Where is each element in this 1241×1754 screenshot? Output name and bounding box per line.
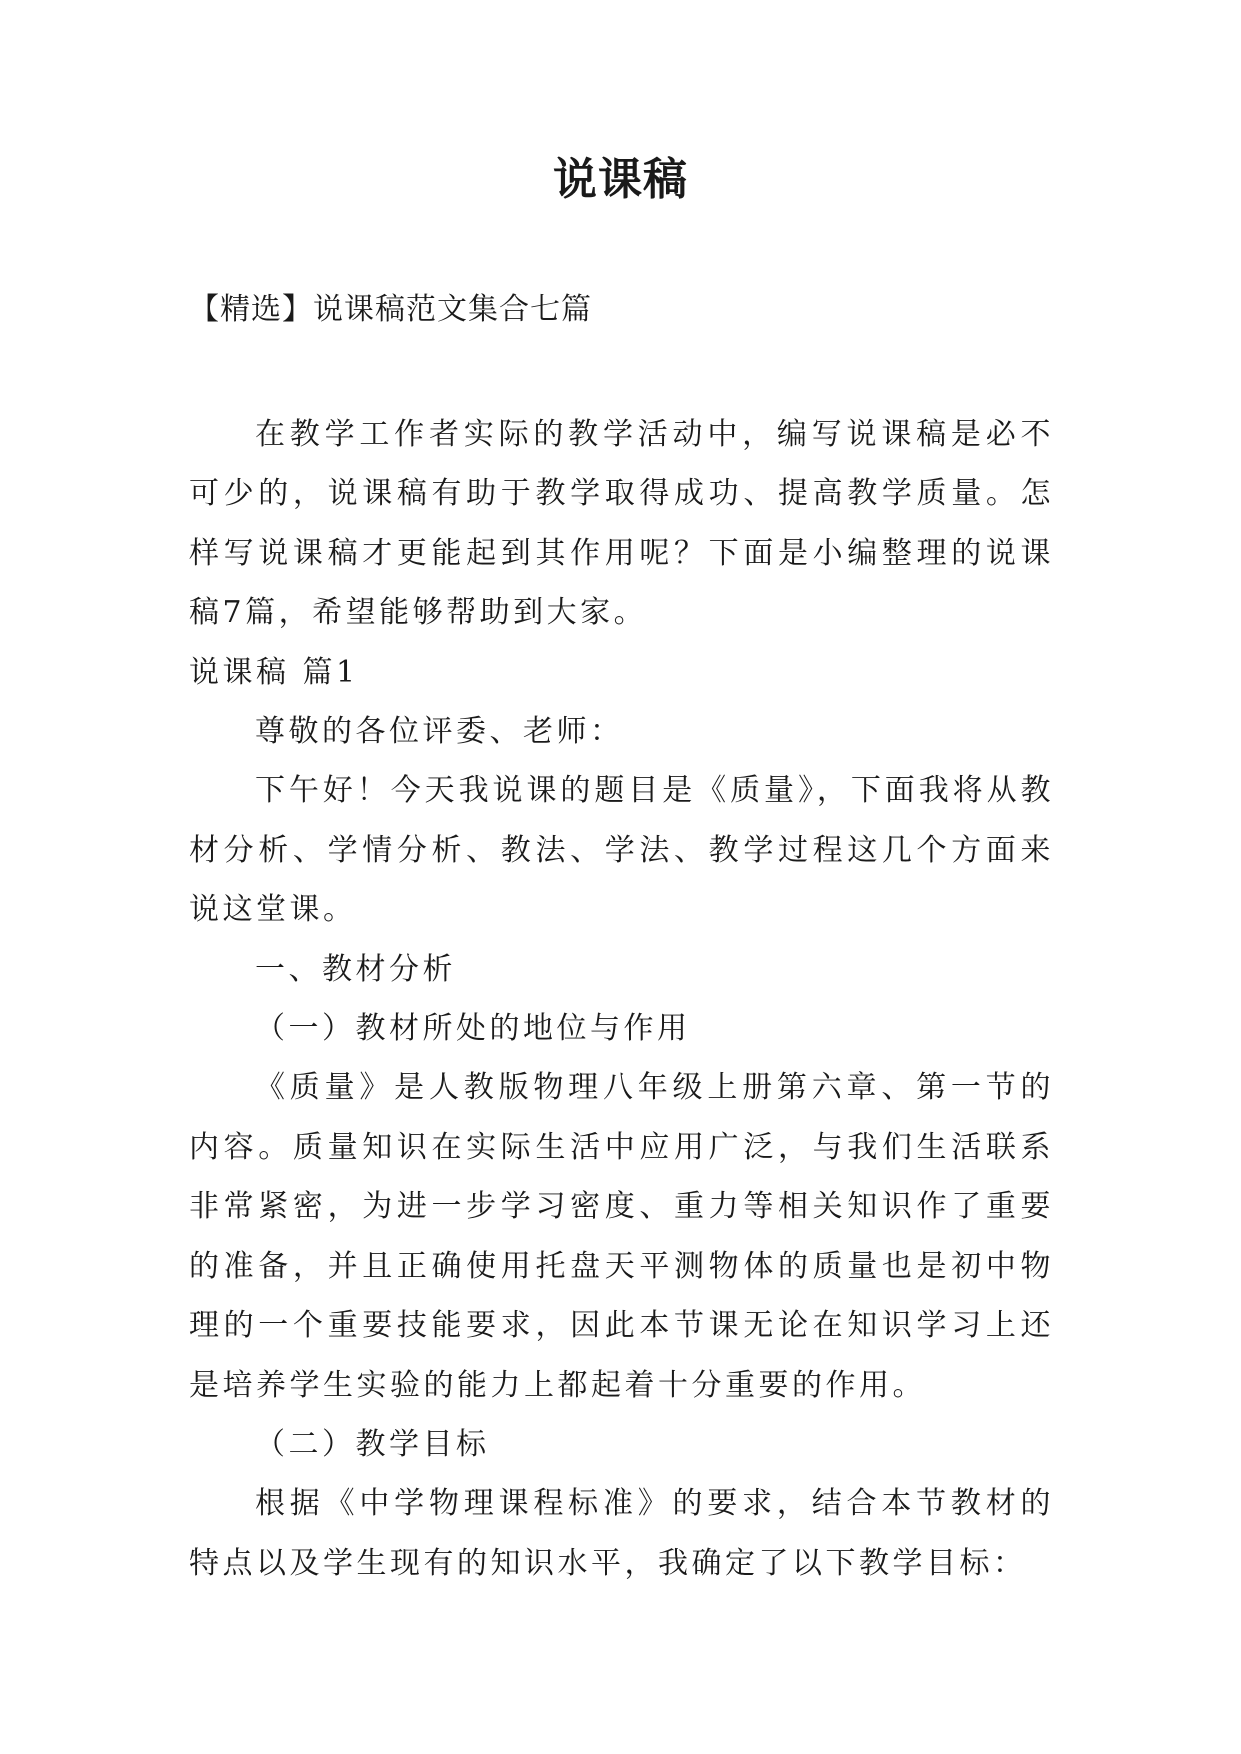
document-body	[189, 405, 1054, 1593]
subheading-teaching-goals: （二）教学目标	[255, 1426, 490, 1462]
intro-paragraph: 在教学工作者实际的教学活动中，编写说课稿是必不可少的，说课稿有助于教学取得成功、提高教学质量。怎样写说课稿才更能起到其作用呢？下面是小编整理的说课稿7篇，希望能够帮助到大家。	[189, 417, 1054, 631]
goals-paragraph: 根据《中学物理课程标准》的要求，结合本节教材的特点以及学生现有的知识水平，我确定了以下教学目标：	[189, 1486, 1054, 1581]
section-heading-lesson-1: 说课稿 篇1	[189, 654, 359, 690]
greeting-line: 尊敬的各位评委、老师：	[255, 714, 624, 750]
subheading-position-role: （一）教材所处的地位与作用	[255, 1011, 691, 1047]
opening-paragraph: 下午好！今天我说课的题目是《质量》，下面我将从教材分析、学情分析、教法、学法、教学过程这几个方面来说这堂课。	[189, 773, 1054, 928]
document-subtitle: 【精选】说课稿范文集合七篇	[189, 292, 592, 327]
textbook-paragraph: 《质量》是人教版物理八年级上册第六章、第一节的内容。质量知识在实际生活中应用广泛，与我们生活联系非常紧密，为进一步学习密度、重力等相关知识作了重要的准备，并且正确使用托盘天平测物体的质量也是初中物理的一个重要技能要求，因此本节课无论在知识学习上还是培养学生实验的能力上都起着十分重要的作用。	[189, 1070, 1054, 1403]
document-title: 说课稿	[553, 154, 688, 205]
heading-textbook-analysis: 一、教材分析	[255, 951, 456, 987]
